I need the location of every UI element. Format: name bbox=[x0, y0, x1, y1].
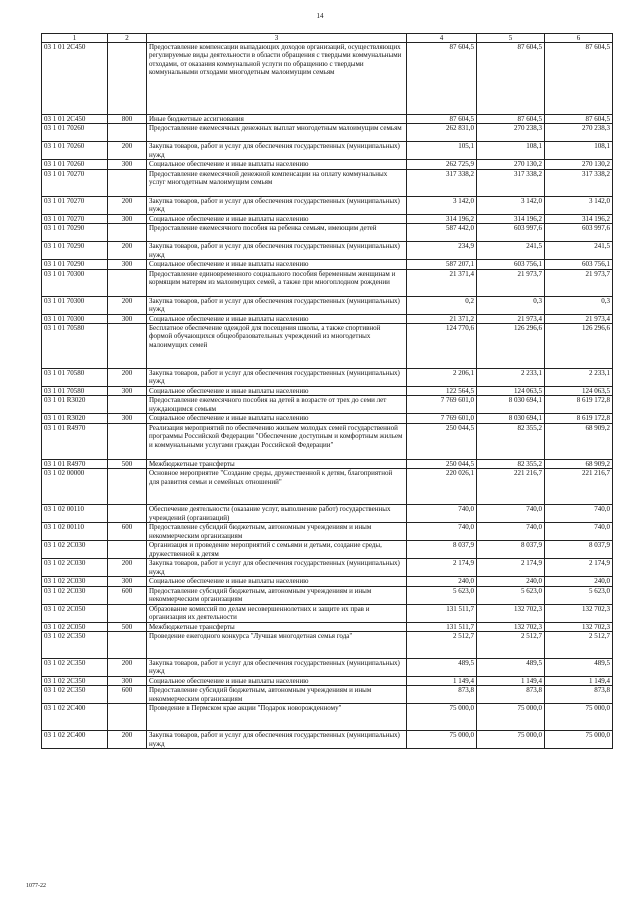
header-cell: 5 bbox=[477, 34, 545, 43]
row-expense-type: 300 bbox=[108, 577, 147, 586]
row-value-2022: 131 511,7 bbox=[407, 604, 477, 622]
row-value-2022: 587 442,0 bbox=[407, 224, 477, 242]
row-value-2024: 5 623,0 bbox=[545, 586, 613, 604]
row-name: Иные бюджетные ассигнования bbox=[147, 115, 407, 124]
row-name: Обеспечение деятельности (оказание услуг, выполнение работ) государственных учреждений (организаций) bbox=[147, 505, 407, 523]
row-expense-type bbox=[108, 604, 147, 622]
row-value-2024: 240,0 bbox=[545, 577, 613, 586]
row-value-2024: 241,5 bbox=[545, 242, 613, 260]
row-value-2024: 270 130,2 bbox=[545, 160, 613, 169]
row-value-2024: 124 063,5 bbox=[545, 387, 613, 396]
row-value-2022: 234,9 bbox=[407, 242, 477, 260]
table-row bbox=[42, 414, 613, 423]
table-row bbox=[42, 196, 613, 214]
row-name: Социальное обеспечение и иные выплаты населению bbox=[147, 314, 407, 323]
row-name: Социальное обеспечение и иные выплаты населению bbox=[147, 577, 407, 586]
row-value-2022: 250 044,5 bbox=[407, 459, 477, 468]
row-name: Организация и проведение мероприятий с семьями и детьми, создание среды, дружественной к детям bbox=[147, 541, 407, 559]
row-value-2022: 587 207,1 bbox=[407, 260, 477, 269]
row-value-2024: 132 702,3 bbox=[545, 604, 613, 622]
row-name: Предоставление ежемесячного пособия на ребенка семьям, имеющим детей bbox=[147, 224, 407, 242]
row-code: 03 1 02 2C050 bbox=[42, 622, 108, 631]
row-code: 03 1 02 00110 bbox=[42, 505, 108, 523]
row-value-2022: 7 769 601,0 bbox=[407, 414, 477, 423]
row-value-2024: 603 997,6 bbox=[545, 224, 613, 242]
row-name: Межбюджетные трансферты bbox=[147, 459, 407, 468]
row-name: Предоставление субсидий бюджетным, автономным учреждениям и иным некоммерческим организациям bbox=[147, 586, 407, 604]
row-value-2022: 740,0 bbox=[407, 505, 477, 523]
row-expense-type: 600 bbox=[108, 686, 147, 704]
page-number: 14 bbox=[316, 12, 324, 20]
row-value-2022: 7 769 601,0 bbox=[407, 396, 477, 414]
row-expense-type bbox=[108, 505, 147, 523]
document-code: 1077-22 bbox=[26, 883, 46, 889]
table-row bbox=[42, 577, 613, 586]
table-row bbox=[42, 214, 613, 223]
row-code: 03 1 02 2C030 bbox=[42, 586, 108, 604]
table-row bbox=[42, 505, 613, 523]
row-value-2024: 8 619 172,8 bbox=[545, 396, 613, 414]
table-row bbox=[42, 396, 613, 414]
row-value-2023: 124 063,5 bbox=[477, 387, 545, 396]
row-code: 03 1 01 R3020 bbox=[42, 414, 108, 423]
table-row bbox=[42, 324, 613, 369]
row-value-2022: 220 026,1 bbox=[407, 469, 477, 505]
row-name: Социальное обеспечение и иные выплаты населению bbox=[147, 160, 407, 169]
row-value-2023: 8 030 694,1 bbox=[477, 396, 545, 414]
row-value-2024: 132 702,3 bbox=[545, 622, 613, 631]
row-code: 03 1 02 2C030 bbox=[42, 559, 108, 577]
row-value-2024: 75 000,0 bbox=[545, 704, 613, 731]
row-expense-type bbox=[108, 43, 147, 115]
row-expense-type bbox=[108, 169, 147, 196]
row-code: 03 1 01 70270 bbox=[42, 169, 108, 196]
row-name: Основное мероприятие "Создание среды, дружественной к детям, благоприятной для развития семьи и семейных отношений" bbox=[147, 469, 407, 505]
row-value-2022: 314 196,2 bbox=[407, 214, 477, 223]
row-expense-type bbox=[108, 541, 147, 559]
row-name: Реализация мероприятий по обеспечению жильем молодых семей государственной программы Российской Федерации "Обеспечение доступным и комфортным жильем и коммунальными услугами граждан Российской Федерации" bbox=[147, 423, 407, 459]
row-expense-type: 600 bbox=[108, 523, 147, 541]
header-row bbox=[42, 34, 613, 43]
row-value-2024: 126 296,6 bbox=[545, 324, 613, 369]
row-expense-type: 300 bbox=[108, 677, 147, 686]
row-value-2024: 740,0 bbox=[545, 505, 613, 523]
row-value-2023: 132 702,3 bbox=[477, 622, 545, 631]
row-value-2023: 2 512,7 bbox=[477, 632, 545, 659]
row-code: 03 1 01 R4970 bbox=[42, 459, 108, 468]
row-value-2022: 87 604,5 bbox=[407, 115, 477, 124]
row-expense-type: 200 bbox=[108, 296, 147, 314]
row-code: 03 1 02 2C350 bbox=[42, 677, 108, 686]
row-expense-type: 200 bbox=[108, 242, 147, 260]
table-row bbox=[42, 160, 613, 169]
row-expense-type bbox=[108, 469, 147, 505]
row-value-2024: 68 909,2 bbox=[545, 423, 613, 459]
row-expense-type bbox=[108, 704, 147, 731]
table-row bbox=[42, 686, 613, 704]
table-row bbox=[42, 115, 613, 124]
row-value-2023: 21 973,7 bbox=[477, 269, 545, 296]
row-value-2024: 68 909,2 bbox=[545, 459, 613, 468]
row-value-2023: 126 296,6 bbox=[477, 324, 545, 369]
row-value-2024: 603 756,1 bbox=[545, 260, 613, 269]
row-value-2023: 21 973,4 bbox=[477, 314, 545, 323]
row-code: 03 1 01 70300 bbox=[42, 314, 108, 323]
row-name: Закупка товаров, работ и услуг для обеспечения государственных (муниципальных) нужд bbox=[147, 559, 407, 577]
header-cell: 3 bbox=[147, 34, 407, 43]
row-expense-type: 300 bbox=[108, 260, 147, 269]
row-value-2022: 75 000,0 bbox=[407, 731, 477, 749]
row-value-2023: 317 338,2 bbox=[477, 169, 545, 196]
table-row bbox=[42, 704, 613, 731]
row-value-2024: 489,5 bbox=[545, 659, 613, 677]
row-value-2022: 21 371,4 bbox=[407, 269, 477, 296]
row-code: 03 1 01 R3020 bbox=[42, 396, 108, 414]
row-value-2023: 489,5 bbox=[477, 659, 545, 677]
row-value-2023: 8 030 694,1 bbox=[477, 414, 545, 423]
row-value-2024: 314 196,2 bbox=[545, 214, 613, 223]
table-row bbox=[42, 387, 613, 396]
row-value-2024: 270 238,3 bbox=[545, 124, 613, 142]
row-value-2023: 270 238,3 bbox=[477, 124, 545, 142]
row-value-2022: 1 149,4 bbox=[407, 677, 477, 686]
row-code: 03 1 01 70290 bbox=[42, 224, 108, 242]
table-row bbox=[42, 43, 613, 115]
row-value-2023: 82 355,2 bbox=[477, 459, 545, 468]
table-row bbox=[42, 523, 613, 541]
row-value-2024: 87 604,5 bbox=[545, 43, 613, 115]
row-name: Социальное обеспечение и иные выплаты населению bbox=[147, 677, 407, 686]
row-name: Предоставление субсидий бюджетным, автономным учреждениям и иным некоммерческим организациям bbox=[147, 523, 407, 541]
row-value-2022: 105,1 bbox=[407, 142, 477, 160]
row-code: 03 1 02 2C400 bbox=[42, 704, 108, 731]
row-expense-type bbox=[108, 124, 147, 142]
row-value-2022: 75 000,0 bbox=[407, 704, 477, 731]
row-name: Предоставление компенсации выпадающих доходов организаций, осуществляющих регулируемые виды деятельности в области обращения с твердыми коммунальными отходами, от оказания коммунальной услуги по обращению с твердыми коммунальными отходами многодетным малоимущим семьям bbox=[147, 43, 407, 115]
row-value-2022: 2 206,1 bbox=[407, 369, 477, 387]
row-expense-type bbox=[108, 269, 147, 296]
row-expense-type: 200 bbox=[108, 196, 147, 214]
row-name: Закупка товаров, работ и услуг для обеспечения государственных (муниципальных) нужд bbox=[147, 659, 407, 677]
row-value-2022: 0,2 bbox=[407, 296, 477, 314]
row-code: 03 1 01 70260 bbox=[42, 160, 108, 169]
row-value-2022: 131 511,7 bbox=[407, 622, 477, 631]
row-value-2024: 317 338,2 bbox=[545, 169, 613, 196]
row-code: 03 1 01 70300 bbox=[42, 296, 108, 314]
row-value-2022: 124 770,6 bbox=[407, 324, 477, 369]
table-row bbox=[42, 269, 613, 296]
row-code: 03 1 01 70270 bbox=[42, 196, 108, 214]
row-value-2024: 2 512,7 bbox=[545, 632, 613, 659]
row-value-2024: 2 174,9 bbox=[545, 559, 613, 577]
row-value-2024: 221 216,7 bbox=[545, 469, 613, 505]
row-value-2024: 87 604,5 bbox=[545, 115, 613, 124]
row-expense-type: 300 bbox=[108, 314, 147, 323]
row-value-2022: 2 174,9 bbox=[407, 559, 477, 577]
row-code: 03 1 01 70290 bbox=[42, 242, 108, 260]
table-row bbox=[42, 541, 613, 559]
table-row bbox=[42, 622, 613, 631]
row-value-2022: 740,0 bbox=[407, 523, 477, 541]
row-code: 03 1 02 2C350 bbox=[42, 686, 108, 704]
row-value-2023: 2 233,1 bbox=[477, 369, 545, 387]
row-expense-type bbox=[108, 224, 147, 242]
table-row bbox=[42, 731, 613, 749]
table-row bbox=[42, 604, 613, 622]
row-name: Межбюджетные трансферты bbox=[147, 622, 407, 631]
row-expense-type: 500 bbox=[108, 622, 147, 631]
row-name: Проведение в Пермском крае акции "Подарок новорожденному" bbox=[147, 704, 407, 731]
row-value-2023: 740,0 bbox=[477, 523, 545, 541]
row-name: Предоставление ежемесячного пособия на детей в возрасте от трех до семи лет нуждающимся семьям bbox=[147, 396, 407, 414]
table-row bbox=[42, 459, 613, 468]
row-value-2023: 270 130,2 bbox=[477, 160, 545, 169]
row-value-2024: 108,1 bbox=[545, 142, 613, 160]
row-expense-type bbox=[108, 324, 147, 369]
table-row bbox=[42, 632, 613, 659]
row-value-2023: 603 997,6 bbox=[477, 224, 545, 242]
table-row bbox=[42, 314, 613, 323]
row-value-2023: 2 174,9 bbox=[477, 559, 545, 577]
row-value-2024: 2 233,1 bbox=[545, 369, 613, 387]
row-value-2023: 75 000,0 bbox=[477, 731, 545, 749]
row-name: Закупка товаров, работ и услуг для обеспечения государственных (муниципальных) нужд bbox=[147, 196, 407, 214]
row-value-2024: 75 000,0 bbox=[545, 731, 613, 749]
row-code: 03 1 02 2C050 bbox=[42, 604, 108, 622]
row-name: Предоставление субсидий бюджетным, автономным учреждениям и иным некоммерческим организациям bbox=[147, 686, 407, 704]
row-code: 03 1 01 2C450 bbox=[42, 115, 108, 124]
row-value-2023: 314 196,2 bbox=[477, 214, 545, 223]
row-value-2022: 21 371,2 bbox=[407, 314, 477, 323]
row-value-2024: 0,3 bbox=[545, 296, 613, 314]
header-cell: 2 bbox=[108, 34, 147, 43]
row-value-2022: 262 831,0 bbox=[407, 124, 477, 142]
row-value-2023: 1 149,4 bbox=[477, 677, 545, 686]
row-value-2024: 740,0 bbox=[545, 523, 613, 541]
row-code: 03 1 02 2C400 bbox=[42, 731, 108, 749]
row-value-2022: 240,0 bbox=[407, 577, 477, 586]
row-name: Социальное обеспечение и иные выплаты населению bbox=[147, 414, 407, 423]
row-code: 03 1 01 70580 bbox=[42, 387, 108, 396]
table-row bbox=[42, 296, 613, 314]
row-expense-type: 200 bbox=[108, 731, 147, 749]
row-value-2023: 241,5 bbox=[477, 242, 545, 260]
row-value-2022: 873,8 bbox=[407, 686, 477, 704]
row-value-2022: 8 037,9 bbox=[407, 541, 477, 559]
row-value-2023: 75 000,0 bbox=[477, 704, 545, 731]
row-value-2023: 82 355,2 bbox=[477, 423, 545, 459]
row-expense-type: 200 bbox=[108, 659, 147, 677]
row-expense-type: 600 bbox=[108, 586, 147, 604]
row-value-2022: 122 564,5 bbox=[407, 387, 477, 396]
table-row bbox=[42, 260, 613, 269]
table-row bbox=[42, 586, 613, 604]
row-value-2022: 489,5 bbox=[407, 659, 477, 677]
row-expense-type bbox=[108, 632, 147, 659]
table-row bbox=[42, 242, 613, 260]
row-code: 03 1 01 2C450 bbox=[42, 43, 108, 115]
row-value-2023: 3 142,0 bbox=[477, 196, 545, 214]
row-name: Закупка товаров, работ и услуг для обеспечения государственных (муниципальных) нужд bbox=[147, 369, 407, 387]
row-value-2022: 262 725,9 bbox=[407, 160, 477, 169]
row-value-2023: 221 216,7 bbox=[477, 469, 545, 505]
row-expense-type: 200 bbox=[108, 142, 147, 160]
row-value-2024: 1 149,4 bbox=[545, 677, 613, 686]
row-code: 03 1 02 00000 bbox=[42, 469, 108, 505]
row-code: 03 1 02 2C030 bbox=[42, 577, 108, 586]
row-value-2024: 8 619 172,8 bbox=[545, 414, 613, 423]
row-value-2022: 317 338,2 bbox=[407, 169, 477, 196]
row-code: 03 1 01 70290 bbox=[42, 260, 108, 269]
row-name: Социальное обеспечение и иные выплаты населению bbox=[147, 387, 407, 396]
row-name: Бесплатное обеспечение одеждой для посещения школы, а также спортивной формой обучающихся общеобразовательных учреждений из многодетных малоимущих семей bbox=[147, 324, 407, 369]
row-value-2023: 87 604,5 bbox=[477, 115, 545, 124]
row-value-2024: 21 973,7 bbox=[545, 269, 613, 296]
table-row bbox=[42, 559, 613, 577]
header-cell: 4 bbox=[407, 34, 477, 43]
row-expense-type: 300 bbox=[108, 214, 147, 223]
row-value-2022: 87 604,5 bbox=[407, 43, 477, 115]
row-expense-type: 200 bbox=[108, 559, 147, 577]
row-code: 03 1 02 2C350 bbox=[42, 632, 108, 659]
row-name: Проведение ежегодного конкурса "Лучшая многодетная семья года" bbox=[147, 632, 407, 659]
table-row bbox=[42, 169, 613, 196]
table-row bbox=[42, 142, 613, 160]
row-code: 03 1 02 00110 bbox=[42, 523, 108, 541]
table-row bbox=[42, 677, 613, 686]
row-value-2024: 3 142,0 bbox=[545, 196, 613, 214]
row-value-2023: 603 756,1 bbox=[477, 260, 545, 269]
row-name: Социальное обеспечение и иные выплаты населению bbox=[147, 260, 407, 269]
row-value-2022: 3 142,0 bbox=[407, 196, 477, 214]
row-name: Закупка товаров, работ и услуг для обеспечения государственных (муниципальных) нужд bbox=[147, 731, 407, 749]
row-code: 03 1 01 70300 bbox=[42, 269, 108, 296]
table-row bbox=[42, 124, 613, 142]
row-value-2023: 8 037,9 bbox=[477, 541, 545, 559]
row-value-2022: 2 512,7 bbox=[407, 632, 477, 659]
row-code: 03 1 01 70260 bbox=[42, 124, 108, 142]
row-name: Закупка товаров, работ и услуг для обеспечения государственных (муниципальных) нужд bbox=[147, 296, 407, 314]
row-value-2023: 87 604,5 bbox=[477, 43, 545, 115]
table-row bbox=[42, 469, 613, 505]
budget-table bbox=[41, 33, 613, 749]
table-row bbox=[42, 659, 613, 677]
row-code: 03 1 01 R4970 bbox=[42, 423, 108, 459]
row-expense-type: 200 bbox=[108, 369, 147, 387]
row-value-2023: 132 702,3 bbox=[477, 604, 545, 622]
row-name: Предоставление ежемесячных денежных выплат многодетным малоимущим семьям bbox=[147, 124, 407, 142]
row-value-2022: 250 044,5 bbox=[407, 423, 477, 459]
row-value-2022: 5 623,0 bbox=[407, 586, 477, 604]
table-row bbox=[42, 423, 613, 459]
row-value-2024: 873,8 bbox=[545, 686, 613, 704]
row-name: Социальное обеспечение и иные выплаты населению bbox=[147, 214, 407, 223]
row-value-2023: 740,0 bbox=[477, 505, 545, 523]
row-value-2024: 8 037,9 bbox=[545, 541, 613, 559]
row-expense-type bbox=[108, 396, 147, 414]
header-cell: 1 bbox=[42, 34, 108, 43]
row-name: Закупка товаров, работ и услуг для обеспечения государственных (муниципальных) нужд bbox=[147, 242, 407, 260]
row-code: 03 1 01 70270 bbox=[42, 214, 108, 223]
row-value-2024: 21 973,4 bbox=[545, 314, 613, 323]
row-expense-type: 300 bbox=[108, 414, 147, 423]
row-code: 03 1 01 70260 bbox=[42, 142, 108, 160]
table-row bbox=[42, 369, 613, 387]
row-expense-type: 800 bbox=[108, 115, 147, 124]
row-code: 03 1 01 70580 bbox=[42, 324, 108, 369]
row-value-2023: 240,0 bbox=[477, 577, 545, 586]
row-name: Закупка товаров, работ и услуг для обеспечения государственных (муниципальных) нужд bbox=[147, 142, 407, 160]
row-expense-type: 300 bbox=[108, 160, 147, 169]
row-name: Предоставление единовременного социального пособия беременным женщинам и кормящим матерям из малоимущих семей, а также при многоплодном рождении bbox=[147, 269, 407, 296]
header-cell: 6 bbox=[545, 34, 613, 43]
row-name: Образование комиссий по делам несовершеннолетних и защите их прав и организация их деятельности bbox=[147, 604, 407, 622]
row-code: 03 1 01 70580 bbox=[42, 369, 108, 387]
row-value-2023: 5 623,0 bbox=[477, 586, 545, 604]
row-expense-type: 500 bbox=[108, 459, 147, 468]
row-code: 03 1 02 2C350 bbox=[42, 659, 108, 677]
row-expense-type: 300 bbox=[108, 387, 147, 396]
row-value-2023: 108,1 bbox=[477, 142, 545, 160]
row-code: 03 1 02 2C030 bbox=[42, 541, 108, 559]
row-value-2023: 0,3 bbox=[477, 296, 545, 314]
row-value-2023: 873,8 bbox=[477, 686, 545, 704]
row-name: Предоставление ежемесячной денежной компенсации на оплату коммунальных услуг многодетным малоимущим семьям bbox=[147, 169, 407, 196]
row-expense-type bbox=[108, 423, 147, 459]
table-row bbox=[42, 224, 613, 242]
